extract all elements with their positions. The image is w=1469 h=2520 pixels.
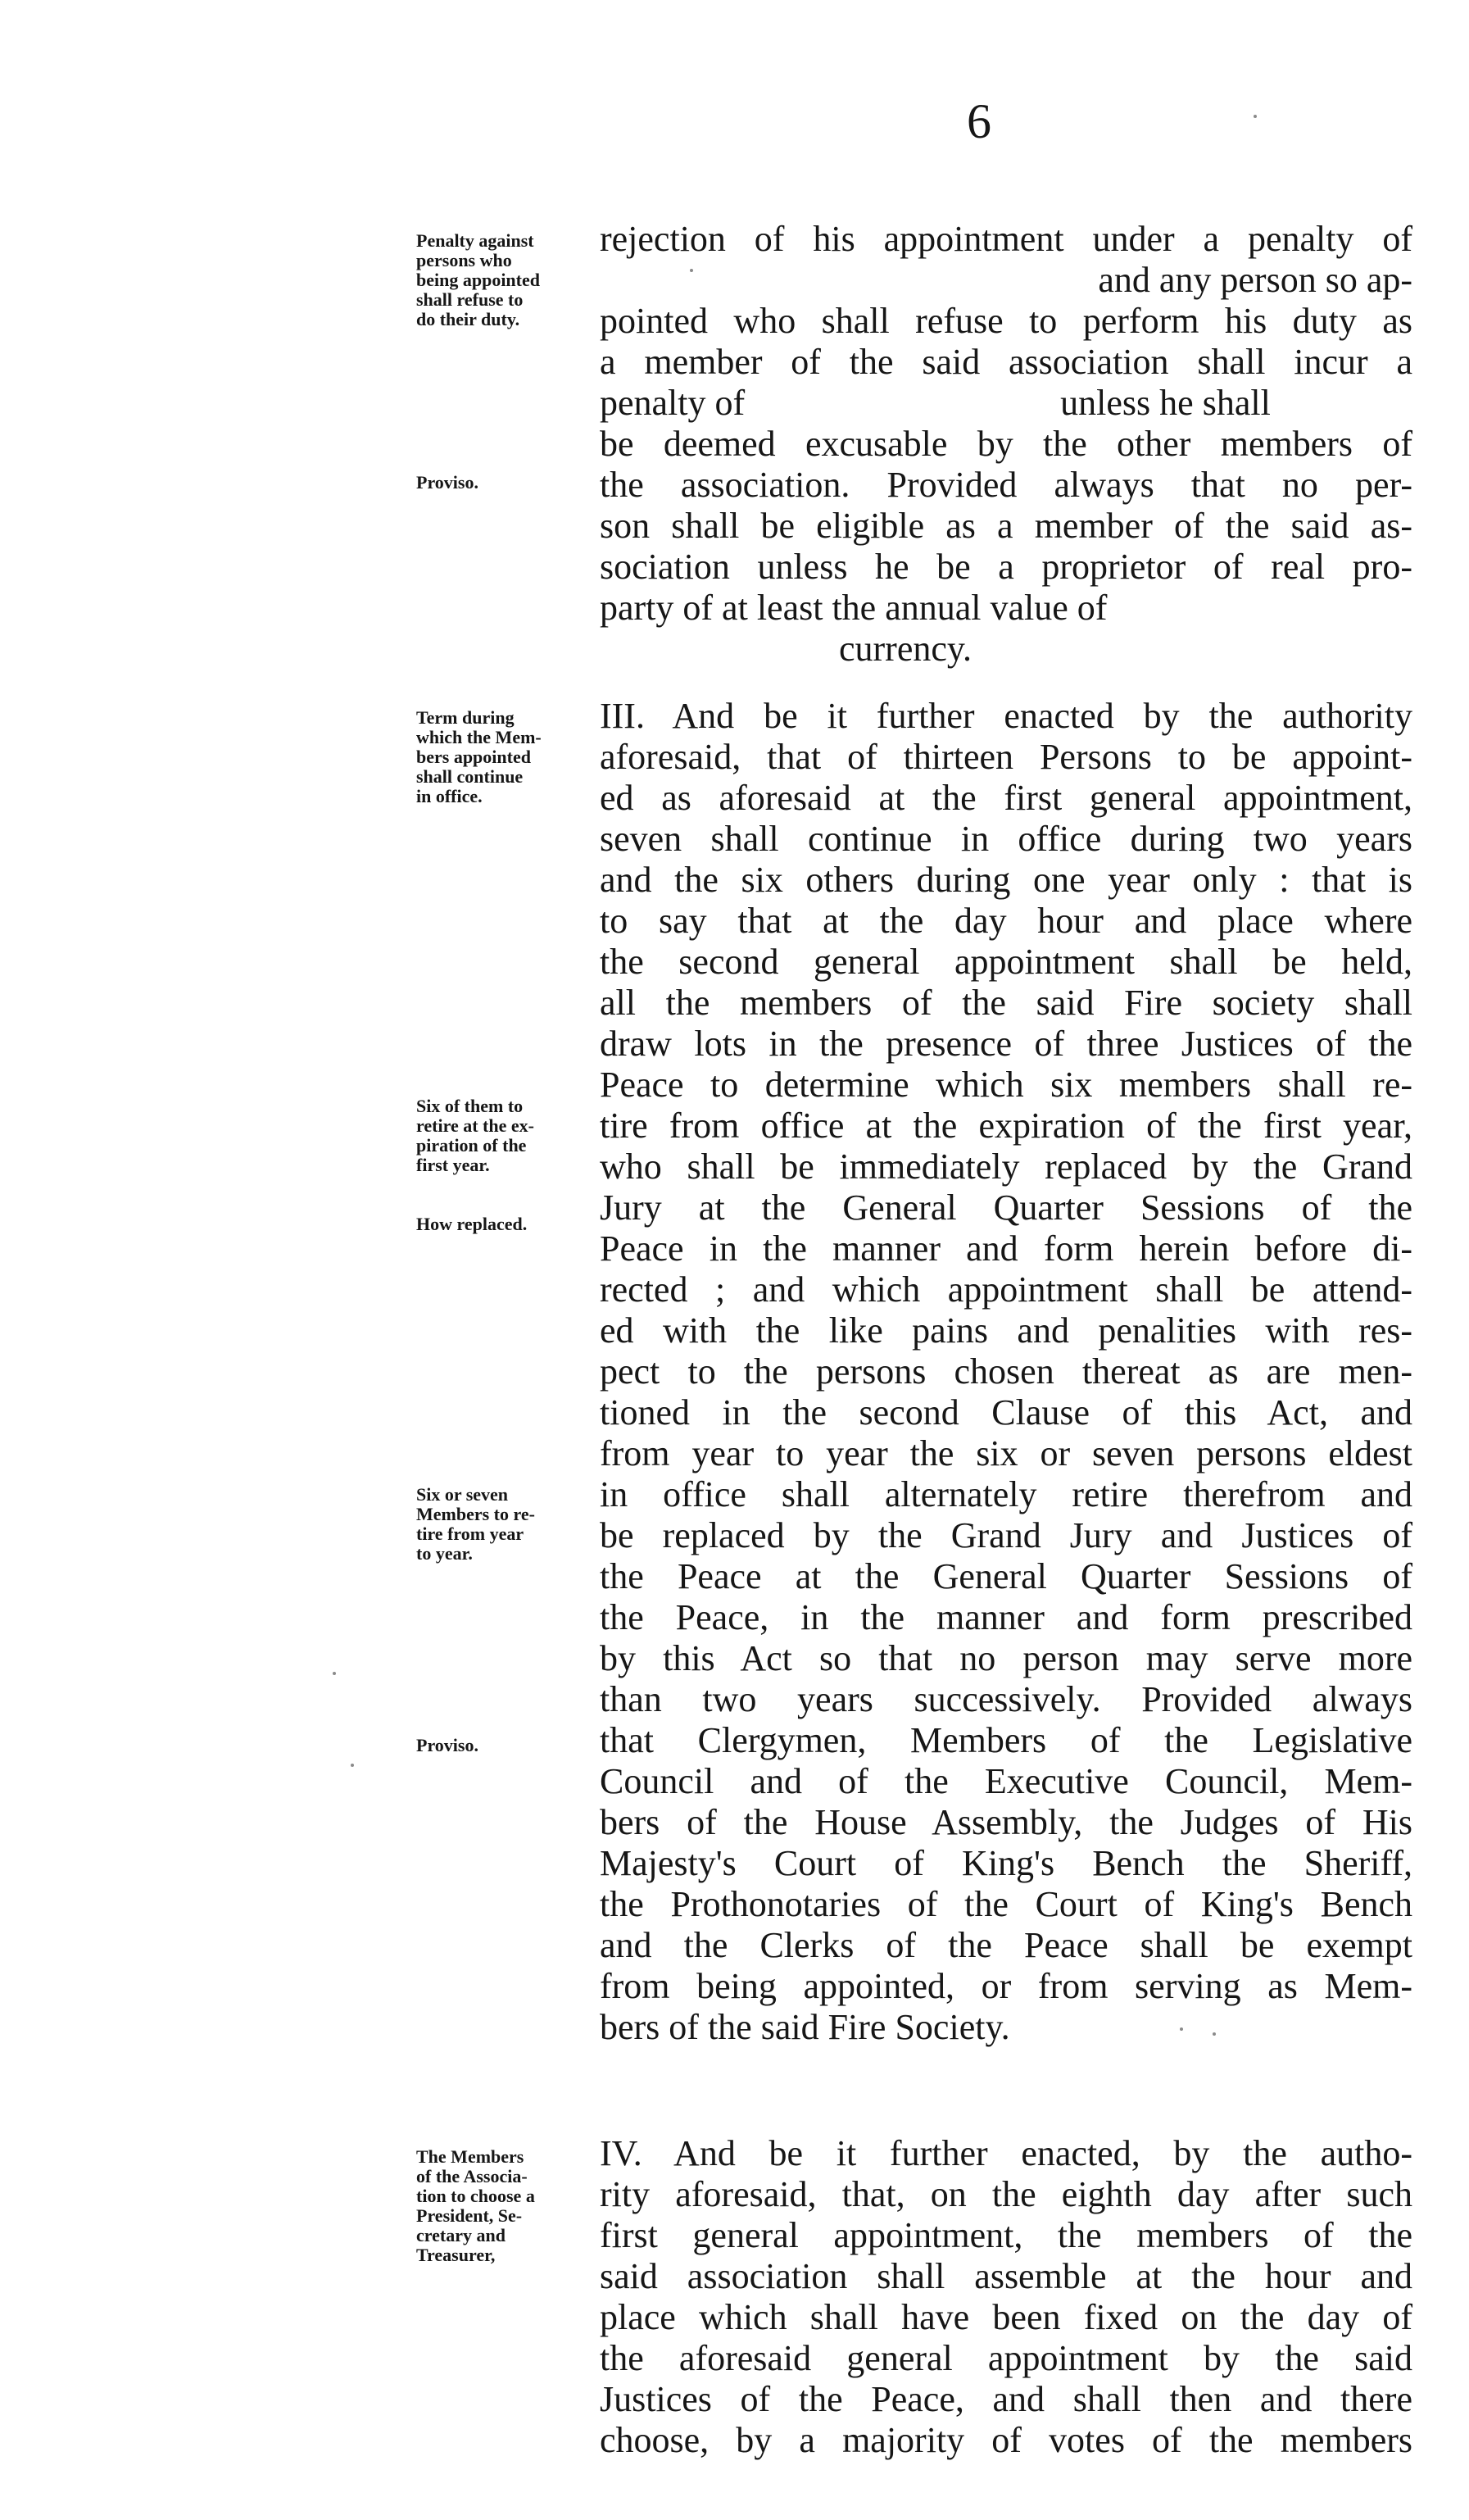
margin-note-line: tion to choose a	[416, 2186, 535, 2206]
body-line: aforesaid, that of thirteen Persons to be appoint-	[600, 737, 1412, 777]
margin-note-line: Members to re-	[416, 1504, 535, 1524]
body-line: the Peace, in the manner and form prescribed	[600, 1597, 1412, 1637]
body-line: tioned in the second Clause of this Act, and	[600, 1392, 1412, 1433]
body-line: pointed who shall refuse to perform his duty as	[600, 301, 1412, 341]
body-line: seven shall continue in office during two years	[600, 819, 1412, 859]
body-line: choose, by a majority of votes of the members	[600, 2420, 1412, 2460]
body-line: Council and of the Executive Council, Mem-	[600, 1761, 1412, 1801]
body-line: the Peace at the General Quarter Sessions of	[600, 1556, 1412, 1596]
margin-note-six-retire	[416, 1097, 580, 1175]
body-line: said association shall assemble at the hour and	[600, 2256, 1412, 2296]
body-line: IV. And be it further enacted, by the autho-	[600, 2133, 1412, 2173]
scan-speck	[1254, 115, 1257, 118]
body-line: sociation unless he be a proprietor of real pro-	[600, 547, 1412, 587]
margin-note-proviso-2	[416, 1736, 580, 1755]
body-line: Jury at the General Quarter Sessions of the	[600, 1187, 1412, 1228]
margin-note-line: which the Mem-	[416, 727, 542, 747]
scan-speck	[1180, 2027, 1183, 2031]
margin-note-line: shall refuse to	[416, 289, 524, 310]
margin-note-term	[416, 708, 580, 806]
margin-note-line: first year.	[416, 1155, 490, 1175]
body-line: rity aforesaid, that, on the eighth day after such	[600, 2174, 1412, 2214]
body-line: in office shall alternately retire therefrom and	[600, 1474, 1412, 1514]
body-line: tire from office at the expiration of the first year,	[600, 1106, 1412, 1146]
body-line: pect to the persons chosen thereat as are men-	[600, 1351, 1412, 1392]
body-line: a member of the said association shall incur a	[600, 342, 1412, 382]
margin-note-penalty	[416, 231, 580, 329]
body-line: and any person so ap-	[1098, 260, 1412, 300]
body-line: by this Act so that no person may serve more	[600, 1638, 1412, 1678]
body-line: ed as aforesaid at the first general appointment,	[600, 778, 1412, 818]
body-line: and the six others during one year only : that is	[600, 860, 1412, 900]
margin-note-line: persons who	[416, 250, 512, 270]
body-line: Majesty's Court of King's Bench the Sheriff,	[600, 1843, 1412, 1883]
margin-note-line: cretary and	[416, 2225, 506, 2245]
margin-note-line: How replaced.	[416, 1214, 528, 1234]
body-line: Justices of the Peace, and shall then and there	[600, 2379, 1412, 2419]
margin-note-line: to year.	[416, 1543, 473, 1564]
body-line: bers of the said Fire Society.	[600, 2007, 1010, 2047]
margin-note-line: Term during	[416, 707, 515, 728]
body-line: the association. Provided always that no per-	[600, 465, 1412, 505]
scan-speck	[690, 269, 693, 272]
body-line: from being appointed, or from serving as Mem-	[600, 1966, 1412, 2006]
body-line: the Prothonotaries of the Court of King's Bench	[600, 1884, 1412, 1924]
body-line: to say that at the day hour and place where	[600, 901, 1412, 941]
body-line: all the members of the said Fire society shall	[600, 983, 1412, 1023]
margin-note-line: Penalty against	[416, 230, 534, 251]
body-line: who shall be immediately replaced by the Grand	[600, 1146, 1412, 1187]
body-line: place which shall have been fixed on the day of	[600, 2297, 1412, 2337]
body-line: that Clergymen, Members of the Legislative	[600, 1720, 1412, 1760]
body-line: from year to year the six or seven persons eldest	[600, 1433, 1412, 1473]
body-line: III. And be it further enacted by the authority	[600, 696, 1412, 736]
body-line: ed with the like pains and penalities with res-	[600, 1310, 1412, 1351]
margin-note-line: being appointed	[416, 270, 540, 290]
body-line: currency.	[839, 629, 973, 669]
margin-note-line: piration of the	[416, 1135, 527, 1156]
margin-note-six-or-seven	[416, 1485, 580, 1564]
body-line: party of at least the annual value of	[600, 588, 1108, 628]
margin-note-line: of the Associa-	[416, 2166, 528, 2186]
scan-speck	[333, 1672, 336, 1675]
body-line: be deemed excusable by the other members of	[600, 424, 1412, 464]
margin-note-line: retire at the ex-	[416, 1115, 534, 1136]
body-line: rected ; and which appointment shall be attend-	[600, 1269, 1412, 1310]
margin-note-members-choose	[416, 2147, 580, 2265]
body-line: Peace to determine which six members shall re-	[600, 1065, 1412, 1105]
margin-note-line: shall continue	[416, 766, 524, 787]
body-line: the aforesaid general appointment by the said	[600, 2338, 1412, 2378]
margin-note-line: Six of them to	[416, 1096, 524, 1116]
body-line: Peace in the manner and form herein before di-	[600, 1228, 1412, 1269]
margin-note-line: tire from year	[416, 1523, 524, 1544]
body-line: than two years successively. Provided always	[600, 1679, 1412, 1719]
margin-note-line: Six or seven	[416, 1484, 509, 1505]
margin-note-line: The Members	[416, 2146, 524, 2167]
margin-note-how-replaced	[416, 1215, 580, 1234]
body-line: be replaced by the Grand Jury and Justices of	[600, 1515, 1412, 1555]
margin-note-line: in office.	[416, 786, 483, 806]
margin-note-line: Proviso.	[416, 472, 478, 493]
margin-note-line: Treasurer,	[416, 2245, 496, 2265]
margin-note-line: Proviso.	[416, 1735, 478, 1755]
scan-speck	[351, 1764, 354, 1767]
margin-note-line: do their duty.	[416, 309, 520, 329]
body-line: penalty of unless he shall	[600, 383, 1271, 423]
body-line: first general appointment, the members of the	[600, 2215, 1412, 2255]
body-line: rejection of his appointment under a penalty of	[600, 219, 1412, 259]
margin-note-proviso	[416, 473, 580, 493]
body-line: the second general appointment shall be held,	[600, 942, 1412, 982]
body-line: draw lots in the presence of three Justices of the	[600, 1024, 1412, 1064]
margin-note-line: bers appointed	[416, 747, 531, 767]
body-line: and the Clerks of the Peace shall be exempt	[600, 1925, 1412, 1965]
scan-speck	[1213, 2032, 1216, 2036]
body-line: son shall be eligible as a member of the said as-	[600, 506, 1412, 546]
page-number: 6	[967, 94, 991, 148]
body-line: bers of the House Assembly, the Judges of His	[600, 1802, 1412, 1842]
margin-note-line: President, Se-	[416, 2205, 523, 2226]
